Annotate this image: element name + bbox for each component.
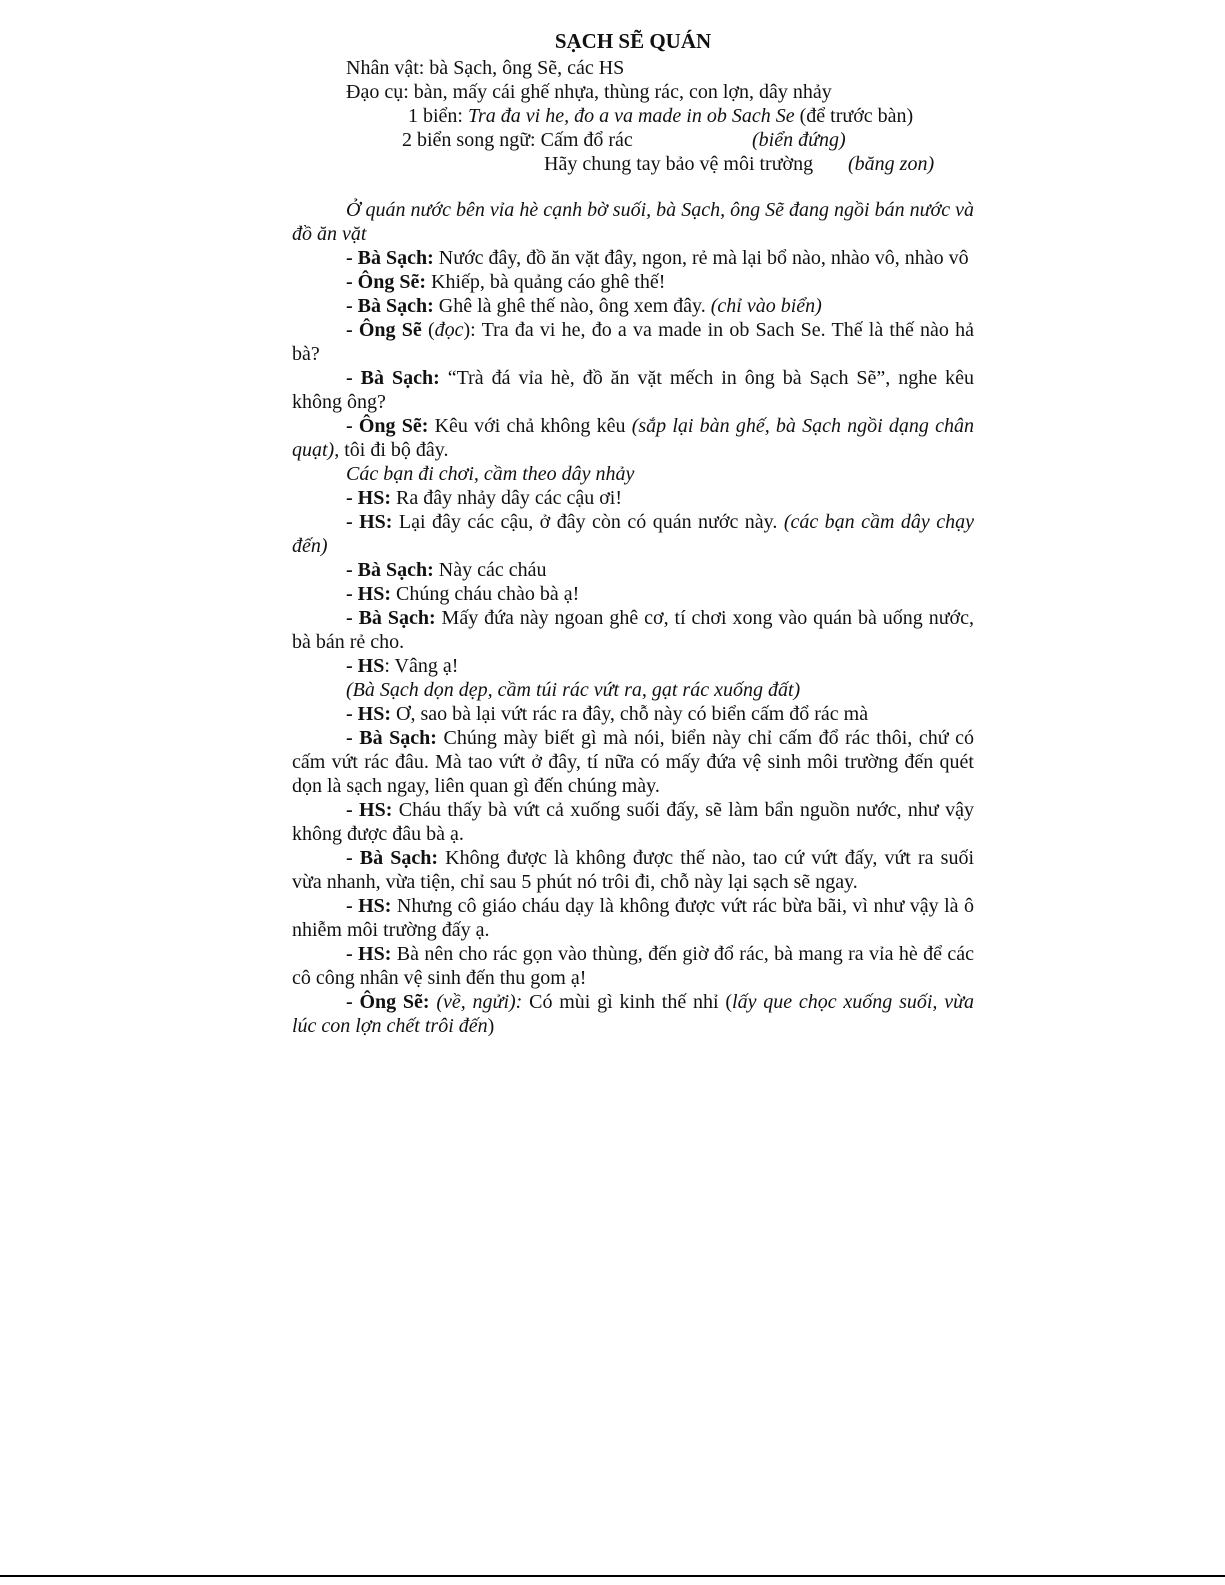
speaker-label: - Ông Sẽ: [346,415,429,437]
stage-direction: (sắp lại bàn ghế, bà Sạch ngồi dạng chân quạt) [292,415,975,461]
speaker-label: - Bà Sạch: [346,727,437,749]
dialogue-text: Không được là không được thế nào, tao cứ vứt đấy, vứt ra suối vừa nhanh, vừa tiện, chỉ sau 5 phút nó trôi đi, chỗ này lại sạch sẽ ngay. [292,847,974,893]
dialogue-text: Chúng cháu chào bà ạ! [391,583,580,605]
script-line [292,942,974,990]
sign2-text: 2 biển song ngữ: Cấm đổ rác [402,129,633,151]
script-line [292,318,974,366]
stage-direction: (Bà Sạch dọn dẹp, cầm túi rác vứt ra, gạt rác xuống đất) [346,679,801,701]
dialogue-text: Nhưng cô giáo cháu dạy là không được vứt rác bừa bãi, vì như vậy là ô nhiễm môi trường đấy ạ. [292,895,974,941]
speaker-label: - HS: [346,943,392,965]
script-line [292,846,974,894]
banner-text: Hãy chung tay bảo vệ môi trường [544,153,814,175]
dialogue-text: Bà nên cho rác gọn vào thùng, đến giờ đổ rác, bà mang ra vỉa hè để các cô công nhân vệ sinh đến thu gom ạ! [292,943,974,989]
dialogue-text: Khiếp, bà quảng cáo ghê thế! [426,271,666,293]
speaker-label: - Bà Sạch: [346,367,440,389]
speaker-label: - HS: [346,487,391,509]
sign1-text: Tra đa vi he, đo a va made in ob Sach Se [468,105,795,127]
speaker-label: - Bà Sạch: [346,607,436,629]
stage-direction: đọc [434,319,464,341]
speaker-label: - HS: [346,703,391,725]
dialogue-text: Ra đây nhảy dây các cậu ơi! [391,487,623,509]
banner-note: (băng zon) [848,153,935,175]
script-line [292,246,974,270]
script-line [292,654,974,678]
speaker-label: - HS: [346,583,391,605]
speaker-label: - Bà Sạch: [346,295,434,317]
script-line [292,366,974,414]
stage-direction: lấy que chọc xuống suối, vừa lúc con lợn chết trôi đến [292,991,974,1037]
script-line [292,702,974,726]
stage-direction: (các bạn cầm dây chạy đến) [292,511,975,557]
characters-line: Nhân vật: bà Sạch, ông Sẽ, các HS [346,57,625,79]
script-line [292,198,974,246]
sign1-suffix: (để trước bàn) [794,105,914,127]
script-line [292,510,974,558]
dialogue-text: Mấy đứa này ngoan ghê cơ, tí chơi xong vào quán bà uống nước, bà bán rẻ cho. [292,607,974,653]
dialogue-text: ) [487,1015,495,1037]
dialogue-text: : Vâng ạ! [384,655,459,677]
stage-direction: (chỉ vào biển) [710,295,822,317]
dialogue-text: Chúng mày biết gì mà nói, biển này chỉ cấm đổ rác thôi, chứ có cấm vứt rác đâu. Mà tao vứt ở đây, tí nữa có mấy đứa vệ sinh môi trường đến quét dọn là sạch ngay, liên quan gì đến chúng mày. [292,727,974,797]
script-line [292,462,974,486]
dialogue-text: , tôi đi bộ đây. [334,439,449,461]
dialogue-text: Kêu với chả không kêu [428,415,632,437]
speaker-label: - HS [346,655,385,677]
page-bottom-rule [0,1575,1225,1577]
dialogue-text: Cháu thấy bà vứt cả xuống suối đấy, sẽ làm bẩn nguồn nước, như vậy không được đâu bà ạ. [292,799,975,845]
props-line: Đạo cụ: bàn, mấy cái ghế nhựa, thùng rác, con lợn, dây nhảy [346,81,832,103]
speaker-label: - HS: [346,511,393,533]
sign1-line [408,104,913,128]
speaker-label: - Ông Sẽ [346,319,422,341]
page-title: SẠCH SẼ QUÁN [554,29,712,53]
script-line [292,486,974,510]
speaker-label: - Ông Sẽ: [346,991,430,1013]
speaker-label: - HS: [346,799,393,821]
stage-direction: Các bạn đi chơi, cầm theo dây nhảy [346,463,635,485]
speaker-label: - Bà Sạch: [346,559,434,581]
sign1-prefix: 1 biển: [408,105,468,127]
dialogue-text: Có mùi gì kinh thế nhỉ ( [522,991,733,1013]
script-line [292,678,974,702]
speaker-label: - Bà Sạch: [346,847,439,869]
dialogue-text: Lại đây các cậu, ở đây còn có quán nước này. [392,511,784,533]
dialogue-text: Ghê là ghê thế nào, ông xem đây. [433,295,711,317]
script-line [292,606,974,654]
script-line [292,798,974,846]
script-line [292,582,974,606]
script-line [292,990,974,1038]
stage-direction: Ở quán nước bên vỉa hè cạnh bờ suối, bà Sạch, ông Sẽ đang ngồi bán nước và đồ ăn vặt [292,199,974,245]
dialogue-text: ): Tra đa vi he, đo a va made in ob Sach Se. Thế là thế nào hả bà? [292,319,974,365]
stage-direction: (về, ngửi): [436,991,523,1013]
dialogue-text: Nước đây, đồ ăn vặt đây, ngon, rẻ mà lại bổ nào, nhào vô, nhào vô [433,247,969,269]
script-line [292,558,974,582]
script-line [292,894,974,942]
sign2-note: (biển đứng) [752,129,846,151]
speaker-label: - HS: [346,895,392,917]
speaker-label: - Ông Sẽ: [346,271,426,293]
script-line [292,726,974,798]
script-line [292,414,974,462]
dialogue-text: ( [421,319,435,341]
script-body [292,198,974,1038]
dialogue-text: “Trà đá vỉa hè, đồ ăn vặt mếch in ông bà Sạch Sẽ”, nghe kêu không ông? [292,367,974,413]
script-line [292,294,974,318]
script-line [292,270,974,294]
dialogue-text: Ơ, sao bà lại vứt rác ra đây, chỗ này có biển cấm đổ rác mà [391,703,869,725]
dialogue-text: Này các cháu [433,559,547,581]
speaker-label: - Bà Sạch: [346,247,434,269]
